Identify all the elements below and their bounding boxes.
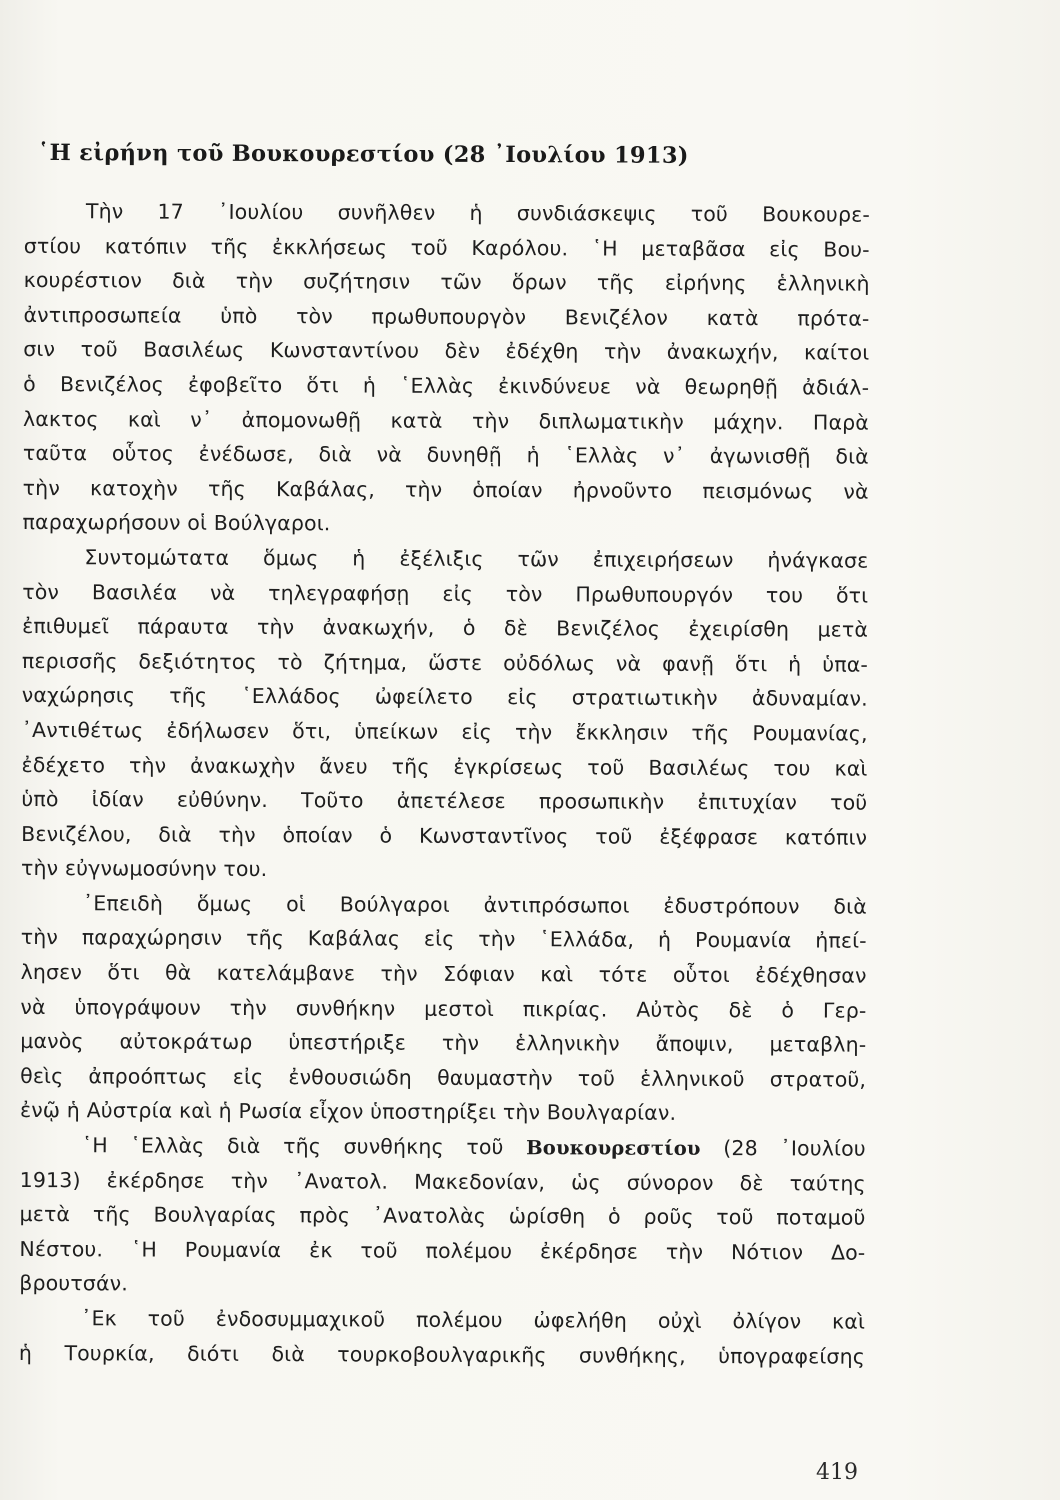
text-line: κουρέστιον διὰ τὴν συζήτησιν τῶν ὅρων τῆς εἰρήνης ἑλληνικὴ bbox=[23, 268, 870, 296]
page-number: 419 bbox=[816, 1460, 858, 1485]
text-line: ἐπιθυμεῖ πάραυτα τὴν ἀνακωχήν, ὁ δὲ Βενιζέλος ἐχειρίσθη μετὰ bbox=[22, 614, 869, 642]
text-line: λησεν ὅτι θὰ κατελάμβανε τὴν Σόφιαν καὶ τότε οὗτοι ἐδέχθησαν bbox=[20, 960, 867, 988]
bold-term: Βουκουρεστίου bbox=[526, 1136, 701, 1160]
text-line: ὑπὸ ἰδίαν εὐθύνην. Τοῦτο ἀπετέλεσε προσωπικὴν ἐπιτυχίαν τοῦ bbox=[21, 787, 868, 815]
text-line: ἡ Τουρκία, διότι διὰ τουρκοβουλγαρικῆς συνθήκης, ὑπογραφείσης bbox=[18, 1340, 865, 1369]
text-line: τὸν Βασιλέα νὰ τηλεγραφήσῃ εἰς τὸν Πρωθυπουργόν του ὅτι bbox=[22, 579, 869, 608]
text-line: τὴν κατοχὴν τῆς Καβάλας, τὴν ὁποίαν ἠρνοῦντο πεισμόνως νὰ bbox=[22, 475, 869, 504]
text-line: 1913) ἐκέρδησε τὴν ᾿Ανατολ. Μακεδονίαν, ὡς σύνορον δὲ ταύτης bbox=[19, 1167, 866, 1196]
text-line: τὴν εὐγνωμοσύνην του. bbox=[21, 856, 268, 882]
text-line: ἐδέχετο τὴν ἀνακωχὴν ἄνευ τῆς ἐγκρίσεως τοῦ Βασιλέως του καὶ bbox=[21, 752, 868, 781]
text-line: θεὶς ἀπροόπτως εἰς ἐνθουσιώδη θαυμαστὴν τοῦ ἑλληνικοῦ στρατοῦ, bbox=[20, 1063, 867, 1092]
text-segment: (28 ᾿Ιουλίου bbox=[700, 1135, 866, 1161]
text-line: ναχώρησις τῆς ῾Ελλάδος ὠφείλετο εἰς στρατιωτικὴν ἀδυναμίαν. bbox=[21, 683, 868, 711]
text-line: ἐνῷ ἡ Αὐστρία καὶ ἡ Ρωσία εἶχον ὑποστηρίξει τὴν Βουλγαρίαν. bbox=[19, 1098, 677, 1126]
text-line: σιν τοῦ Βασιλέως Κωνσταντίνου δὲν ἐδέχθη τὴν ἀνακωχήν, καίτοι bbox=[23, 337, 870, 366]
text-line: μανὸς αὐτοκράτωρ ὑπεστήριξε τὴν ἑλληνικὴν ἄποψιν, μεταβλη- bbox=[20, 1029, 867, 1057]
text-line: ᾿Εκ τοῦ ἐνδοσυμμαχικοῦ πολέμου ὠφελήθη οὐχὶ ὀλίγον καὶ bbox=[81, 1306, 866, 1334]
text-line: νὰ ὑπογράψουν τὴν συνθήκην μεστοὶ πικρίας. Αὐτὸς δὲ ὁ Γερ- bbox=[20, 994, 867, 1023]
text-line: στίου κατόπιν τῆς ἐκκλήσεως τοῦ Καρόλου. ῾Η μεταβᾶσα εἰς Βου- bbox=[23, 233, 870, 262]
text-line: λακτος καὶ ν᾿ ἀπομονωθῇ κατὰ τὴν διπλωματικὴν μάχην. Παρὰ bbox=[22, 406, 870, 435]
text-line: ὁ Βενιζέλος ἐφοβεῖτο ὅτι ἡ ῾Ελλὰς ἐκινδύνευε νὰ θεωρηθῇ ἀδιάλ- bbox=[23, 371, 870, 400]
text-line: Συντομώτατα ὅμως ἡ ἐξέλιξις τῶν ἐπιχειρήσεων ἠνάγκασε bbox=[84, 545, 869, 573]
text-line: ᾿Αντιθέτως ἐδήλωσεν ὅτι, ὑπείκων εἰς τὴν ἔκκλησιν τῆς Ρουμανίας, bbox=[21, 717, 868, 746]
text-line bbox=[20, 1128, 866, 1166]
text-line: Τὴν 17 ᾿Ιουλίου συνῆλθεν ἡ συνδιάσκεψις τοῦ Βουκουρε- bbox=[85, 199, 870, 227]
body-text bbox=[19, 194, 870, 1374]
text-line: παραχωρήσουν οἱ Βούλγαροι. bbox=[22, 510, 331, 536]
text-line: ἀντιπροσωπεία ὑπὸ τὸν πρωθυπουργὸν Βενιζέλον κατὰ πρότα- bbox=[23, 302, 870, 331]
text-line: περισσῆς δεξιότητος τὸ ζήτημα, ὥστε οὐδόλως νὰ φανῇ ὅτι ἡ ὑπα- bbox=[21, 648, 869, 677]
text-line: ταῦτα οὗτος ἐνέδωσε, διὰ νὰ δυνηθῇ ἡ ῾Ελλὰς ν᾿ ἀγωνισθῇ διὰ bbox=[22, 441, 869, 469]
text-line: τὴν παραχώρησιν τῆς Καβάλας εἰς τὴν ῾Ελλάδα, ἡ Ρουμανία ἠπεί- bbox=[20, 925, 867, 954]
text-line: Βενιζέλου, διὰ τὴν ὁποίαν ὁ Κωνσταντῖνος τοῦ ἐξέφρασε κατόπιν bbox=[21, 821, 868, 850]
text-line: ᾿Επειδὴ ὅμως οἱ Βούλγαροι ἀντιπρόσωποι ἐδυστρόπουν διὰ bbox=[82, 891, 867, 919]
text-line: βρουτσάν. bbox=[19, 1271, 128, 1296]
text-segment: ῾Η ῾Ελλὰς διὰ τῆς συνθήκης τοῦ bbox=[81, 1133, 527, 1160]
text-line: μετὰ τῆς Βουλγαρίας πρὸς ᾿Ανατολὰς ὡρίσθη ὁ ροῦς τοῦ ποταμοῦ bbox=[19, 1202, 866, 1230]
text-line: Νέστου. ῾Η Ρουμανία ἐκ τοῦ πολέμου ἐκέρδησε τὴν Νότιον Δο- bbox=[19, 1236, 866, 1265]
section-heading: ῾Η εἰρήνη τοῦ Βουκουρεστίου (28 ᾿Ιουλίου 1913) bbox=[37, 140, 689, 169]
